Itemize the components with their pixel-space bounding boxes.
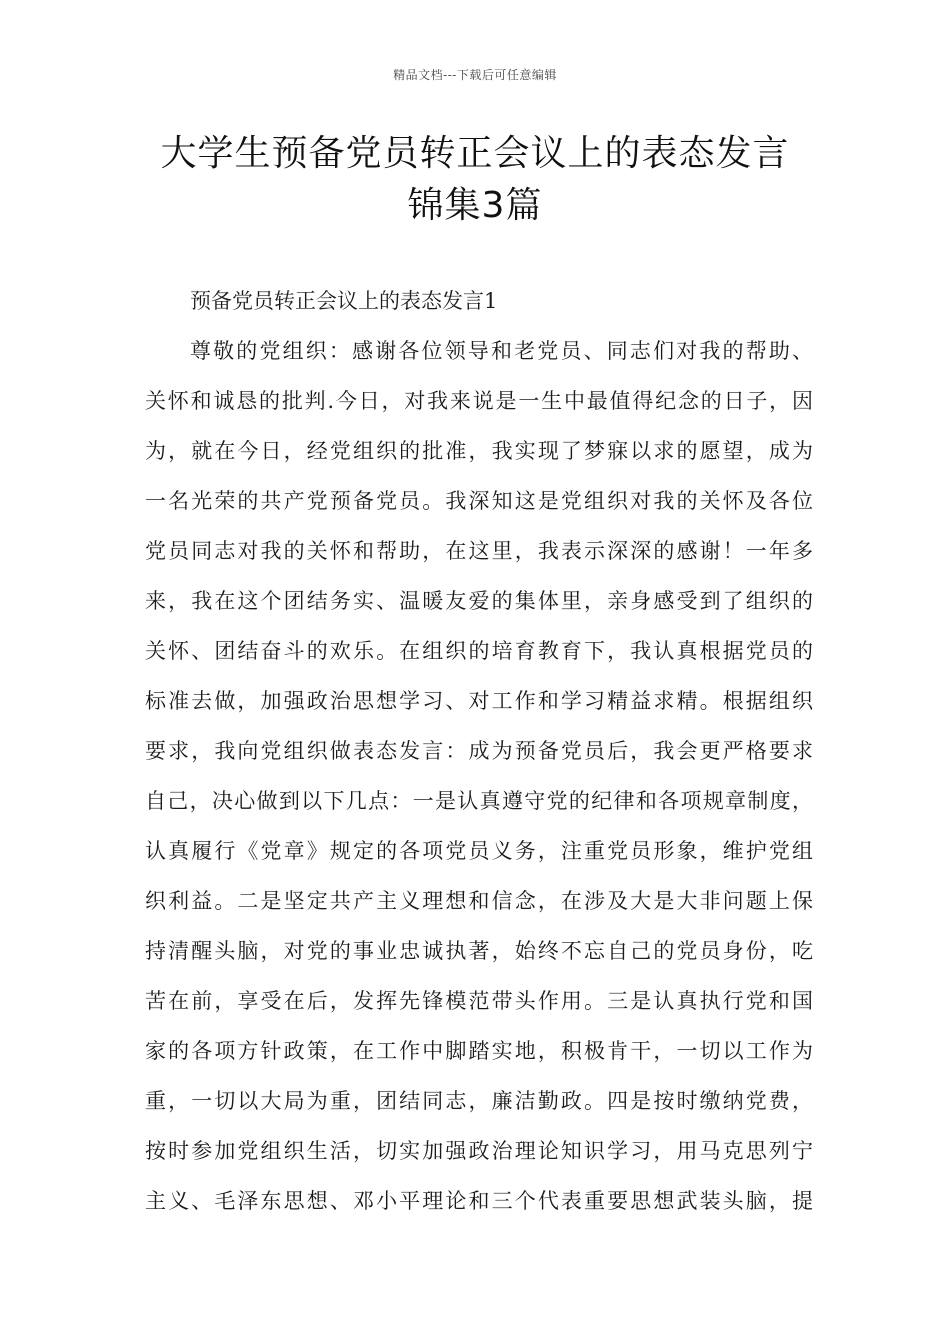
body-line: 标准去做，加强政治思想学习、对工作和学习精益求精。根据组织 [145,689,813,713]
document-header-note: 精品文档---下载后可任意编辑 [393,68,557,82]
body-line: 为，就在今日，经党组织的批准，我实现了梦寐以求的愿望，成为 [145,439,813,463]
body-line: 来，我在这个团结务实、温暖友爱的集体里，亲身感受到了组织的 [145,589,813,613]
document-title [100,128,850,232]
body-line: 苦在前，享受在后，发挥先锋模范带头作用。三是认真执行党和国 [145,989,813,1013]
section-heading: 预备党员转正会议上的表态发言1 [190,289,498,313]
body-line: 织利益。二是坚定共产主义理想和信念，在涉及大是大非问题上保 [145,889,813,913]
body-line: 一名光荣的共产党预备党员。我深知这是党组织对我的关怀及各位 [145,489,813,513]
body-line: 持清醒头脑，对党的事业忠诚执著，始终不忘自己的党员身份，吃 [145,939,813,963]
body-line: 尊敬的党组织：感谢各位领导和老党员、同志们对我的帮助、 [190,339,813,363]
body-line: 重，一切以大局为重，团结同志，廉洁勤政。四是按时缴纳党费， [145,1089,813,1113]
body-line: 按时参加党组织生活，切实加强政治理论知识学习，用马克思列宁 [145,1139,813,1163]
title-line-1: 大学生预备党员转正会议上的表态发言 [160,133,790,174]
body-line: 认真履行《党章》规定的各项党员义务，注重党员形象，维护党组 [145,839,813,863]
body-line: 党员同志对我的关怀和帮助，在这里，我表示深深的感谢！一年多 [145,539,813,563]
body-line: 家的各项方针政策，在工作中脚踏实地，积极肯干，一切以工作为 [145,1039,813,1063]
body-text [145,326,813,1226]
body-line: 主义、毛泽东思想、邓小平理论和三个代表重要思想武装头脑，提 [145,1189,813,1213]
body-line: 自己，决心做到以下几点：一是认真遵守党的纪律和各项规章制度， [145,789,813,813]
body-line: 关怀、团结奋斗的欢乐。在组织的培育教育下，我认真根据党员的 [145,639,813,663]
body-line: 要求，我向党组织做表态发言：成为预备党员后，我会更严格要求 [145,739,813,763]
body-line: 关怀和诚恳的批判.今日，对我来说是一生中最值得纪念的日子，因 [145,389,813,413]
title-line-2: 锦集3篇 [407,185,543,226]
